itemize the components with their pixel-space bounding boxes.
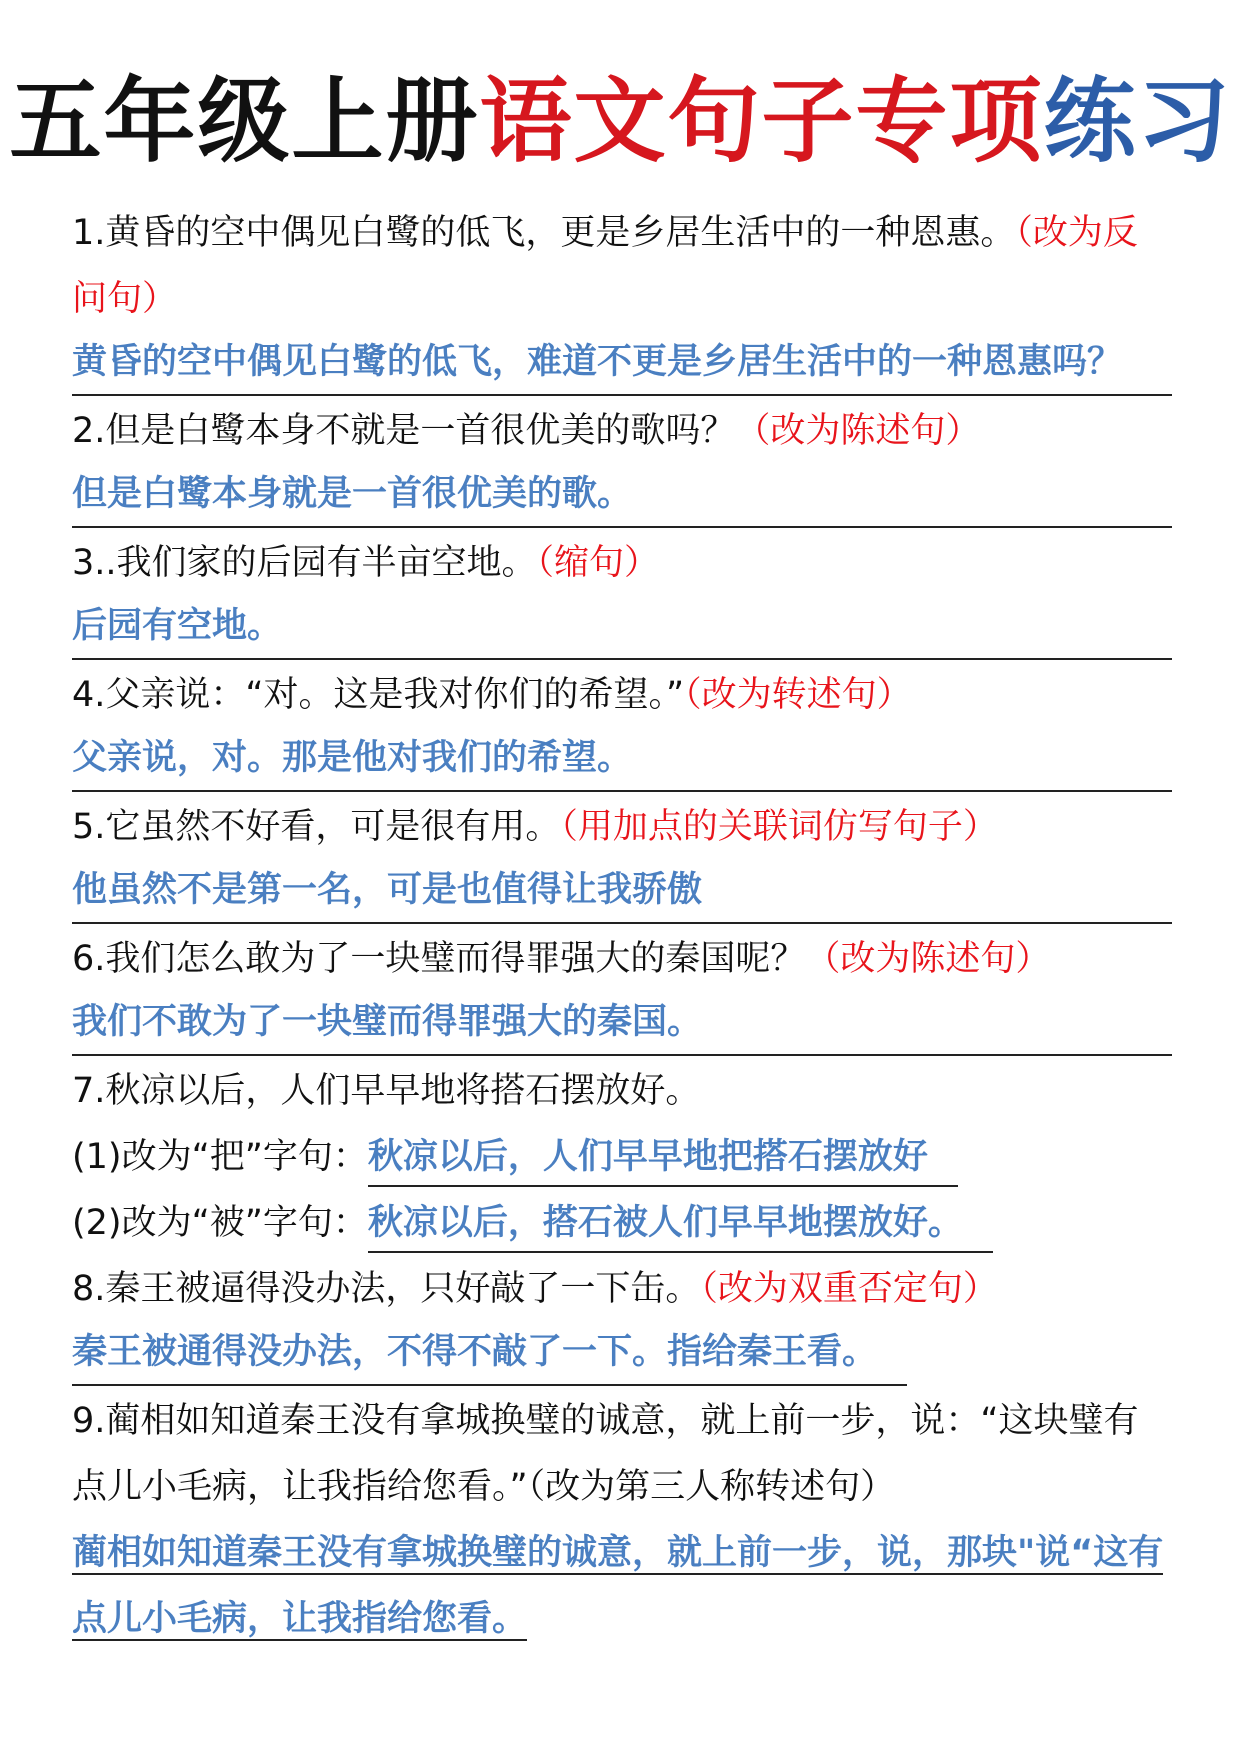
- question-1: [72, 200, 1172, 332]
- question-1-requirement: （改为反问句）: [72, 213, 1138, 319]
- question-2-requirement: （改为陈述句）: [735, 411, 981, 451]
- page-title: [0, 68, 1241, 175]
- question-8-text: 8.秦王被逼得没办法，只好敲了一下缶。: [72, 1269, 701, 1309]
- answer-4: 父亲说，对。那是他对我们的希望。: [72, 728, 1172, 792]
- answer-2: 但是白鹭本身就是一首很优美的歌。: [72, 464, 1172, 528]
- question-1-text: 1.黄昏的空中偶见白鹭的低飞，更是乡居生活中的一种恩惠。: [72, 213, 1016, 253]
- question-2-text: 2.但是白鹭本身不就是一首很优美的歌吗？: [72, 411, 736, 451]
- question-9: [72, 1388, 1172, 1520]
- question-7: [72, 1058, 1172, 1124]
- exercise-list: [72, 200, 1172, 1652]
- question-8-requirement: （改为双重否定句）: [700, 1269, 998, 1309]
- answer-3: 后园有空地。: [72, 596, 1172, 660]
- answer-9-text: 蔺相如知道秦王没有拿城换璧的诚意，就上前一步，说，那块"说“这有点儿小毛病，让我指给您看。: [72, 1533, 1164, 1639]
- question-7-sub-2-label: (2)改为“被”字句：: [72, 1203, 368, 1243]
- title-part-practice: 练习: [1043, 68, 1232, 175]
- answer-5: 他虽然不是第一名，可是也值得让我骄傲: [72, 860, 1172, 924]
- question-7-sub-1: [72, 1124, 1172, 1190]
- question-5: [72, 794, 1172, 860]
- answer-7-2: 秋凉以后，搭石被人们早早地摆放好。: [368, 1195, 993, 1253]
- question-8: [72, 1256, 1172, 1322]
- answer-6: 我们不敢为了一块璧而得罪强大的秦国。: [72, 992, 1172, 1056]
- question-5-text: 5.它虽然不好看，可是很有用。: [72, 807, 561, 847]
- question-6-text: 6.我们怎么敢为了一块璧而得罪强大的秦国呢？: [72, 939, 806, 979]
- question-7-sub-1-label: (1)改为“把”字句：: [72, 1137, 368, 1177]
- question-6: [72, 926, 1172, 992]
- question-3: [72, 530, 1172, 596]
- question-7-text: 7.秋凉以后，人们早早地将搭石摆放好。: [72, 1071, 701, 1111]
- title-part-subject: 语文句子专项: [479, 68, 1044, 175]
- question-4-requirement: （改为转述句）: [684, 675, 912, 715]
- question-7-sub-2: [72, 1190, 1172, 1256]
- answer-9: [72, 1520, 1172, 1652]
- question-3-text: 3..我们家的后园有半亩空地。: [72, 543, 537, 583]
- answer-1: 黄昏的空中偶见白鹭的低飞，难道不更是乡居生活中的一种恩惠吗？: [72, 332, 1172, 396]
- question-5-requirement: （用加点的关联词仿写句子）: [560, 807, 998, 847]
- answer-8: 秦王被通得没办法，不得不敲了一下。指给秦王看。: [72, 1322, 907, 1386]
- question-2: [72, 398, 1172, 464]
- question-4: [72, 662, 1172, 728]
- answer-7-1: 秋凉以后，人们早早地把搭石摆放好: [368, 1129, 958, 1187]
- title-part-grade: 五年级上册: [9, 68, 480, 175]
- question-6-requirement: （改为陈述句）: [805, 939, 1051, 979]
- question-3-requirement: （缩句）: [536, 543, 660, 583]
- question-4-text: 4.父亲说：“对。这是我对你们的希望。”: [72, 675, 685, 715]
- question-9-text: 9.蔺相如知道秦王没有拿城换璧的诚意，就上前一步，说：“这块璧有点儿小毛病，让我指给您看。”（改为第三人称转述句）: [72, 1401, 1139, 1507]
